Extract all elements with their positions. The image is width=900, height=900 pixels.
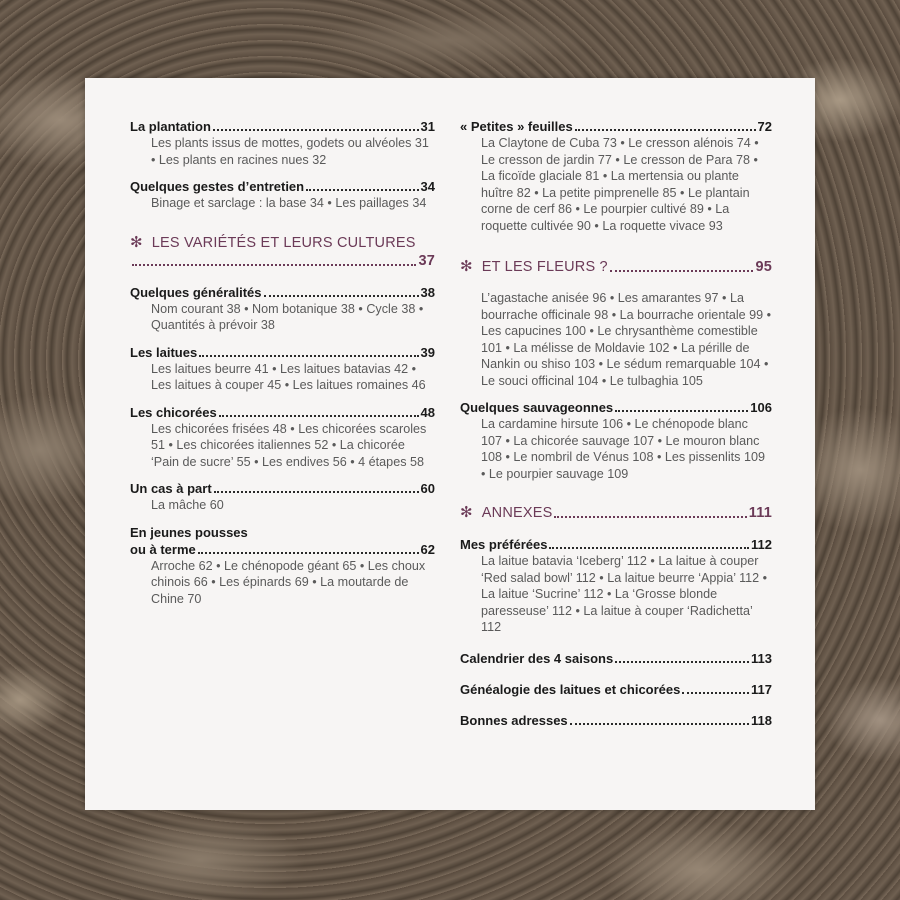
- toc-heading: [460, 118, 772, 135]
- leader-dots: [132, 264, 416, 266]
- leader-dots: [615, 410, 748, 412]
- toc-sub-entries: La Claytone de Cuba 73 • Le cresson alénois 74 • Le cresson de jardin 77 • Le cresson de Para 78 • La ficoïde glaciale 81 • La mertensia ou plante huître 82 • La petite pimprenelle 85 • Le plantain corne de cerf 86 • Le pourpier cultivé 89 • La roquette cultivée 90 • La roquette vivace 93: [481, 136, 759, 233]
- leader-dots: [198, 552, 419, 554]
- toc-heading: [460, 712, 772, 729]
- leader-dots: [549, 547, 749, 549]
- toc-page-number: 38: [420, 284, 435, 300]
- toc-page-number: 31: [420, 119, 435, 134]
- toc-page-number: 48: [420, 404, 435, 420]
- toc-sub-entries: Arroche 62 • Le chénopode géant 65 • Les choux chinois 66 • Les épinards 69 • La moutarde de Chine 70: [151, 558, 426, 606]
- toc-left-column: [130, 118, 435, 617]
- toc-heading-title: Quelques gestes d’entretien: [130, 179, 305, 194]
- toc-page-number: 118: [751, 712, 772, 728]
- toc-right-column: [460, 118, 772, 739]
- toc-heading-title: Généalogie des laitues et chicorées: [460, 681, 681, 697]
- toc-section-varietes: [130, 234, 435, 270]
- toc-sub-entries: La laitue batavia ‘Iceberg’ 112 • La laitue à couper ‘Red salad bowl’ 112 • La laitue beurre ‘Appia’ 112 • La laitue ‘Sucrine’ 112 • La ‘Grosse blonde paresseuse’ 112 • La laitue à couper ‘Radichetta’ 112: [481, 554, 768, 634]
- toc-page-number: 117: [751, 681, 772, 697]
- toc-heading-title-line2: ou à terme: [130, 541, 196, 557]
- leader-dots: [554, 516, 746, 518]
- toc-heading: [130, 178, 435, 195]
- asterisk-icon: ✻: [460, 504, 473, 521]
- toc-sub-entries: Les chicorées frisées 48 • Les chicorées scaroles 51 • Les chicorées italiennes 52 • La chicorée ‘Pain de sucre’ 55 • Les endives 56 • 4 étapes 58: [151, 421, 427, 469]
- toc-heading: [460, 399, 772, 416]
- toc-heading-title: La plantation: [130, 119, 211, 134]
- leader-dots: [264, 295, 419, 297]
- toc-page-number: 62: [420, 541, 435, 557]
- toc-entry-entretien: [130, 178, 435, 212]
- toc-page-number: 113: [751, 650, 772, 666]
- toc-heading-title: Les chicorées: [130, 404, 217, 420]
- section-page-number: 111: [748, 505, 772, 521]
- toc-page-number: 72: [757, 119, 772, 134]
- section-title: ANNEXES: [481, 505, 553, 521]
- toc-sub-entries: La cardamine hirsute 106 • Le chénopode blanc 107 • La chicorée sauvage 107 • Le mouron blanc 108 • Le nombril de Vénus 108 • Les pissenlits 109 • Le pourpier sauvage 109: [481, 417, 765, 481]
- leader-dots: [682, 692, 749, 694]
- leader-dots: [219, 415, 419, 417]
- toc-heading-title: Les laitues: [130, 344, 198, 360]
- leader-dots: [213, 129, 419, 131]
- section-page-row: [130, 252, 435, 270]
- toc-entry-petites-feuilles: [460, 118, 772, 234]
- toc-page-number: 39: [420, 344, 435, 360]
- toc-heading: [460, 681, 772, 698]
- toc-heading-title: « Petites » feuilles: [460, 119, 573, 134]
- toc-heading-line2: [130, 541, 435, 558]
- toc-entry-genealogie: [460, 681, 772, 698]
- leader-dots: [610, 270, 754, 272]
- toc-heading: [130, 404, 435, 421]
- toc-entry-laitues: [130, 344, 435, 394]
- toc-page-number: 34: [420, 179, 435, 194]
- toc-entry-jeunes-pousses: [130, 524, 435, 608]
- section-page-number: 95: [755, 259, 772, 275]
- toc-heading: [130, 480, 435, 497]
- toc-entry-preferees: [460, 536, 772, 636]
- section-title-row: [460, 258, 772, 276]
- toc-sub-entries: Nom courant 38 • Nom botanique 38 • Cycle 38 • Quantités à prévoir 38: [151, 301, 424, 332]
- leader-dots: [214, 491, 419, 493]
- asterisk-icon: ✻: [460, 258, 473, 275]
- toc-section-annexes: [460, 504, 772, 522]
- toc-heading-title: Bonnes adresses: [460, 712, 568, 728]
- section-title: ET LES FLEURS ?: [481, 259, 608, 275]
- toc-heading-title: Mes préférées: [460, 537, 548, 552]
- section-title: LES VARIÉTÉS ET LEURS CULTURES: [151, 234, 416, 251]
- toc-heading: [460, 536, 772, 553]
- leader-dots: [570, 723, 749, 725]
- toc-heading-title: Quelques généralités: [130, 284, 262, 300]
- toc-page-number: 106: [750, 400, 772, 415]
- toc-page-number: 60: [420, 481, 435, 496]
- toc-sub-entries: Binage et sarclage : la base 34 • Les paillages 34: [151, 196, 427, 210]
- toc-heading: [460, 650, 772, 667]
- toc-heading: [130, 118, 435, 135]
- toc-sub-entries: Les laitues beurre 41 • Les laitues batavias 42 • Les laitues à couper 45 • Les laitues romaines 46: [151, 361, 426, 392]
- toc-page-number: 112: [751, 537, 772, 552]
- toc-entry-cas-a-part: [130, 480, 435, 514]
- toc-heading: [130, 284, 435, 301]
- asterisk-icon: ✻: [130, 233, 143, 251]
- toc-heading-title: Calendrier des 4 saisons: [460, 650, 614, 666]
- toc-heading-title-line1: En jeunes pousses: [130, 524, 248, 540]
- section-title-row: [130, 234, 435, 252]
- toc-heading: [130, 524, 435, 558]
- toc-section-fleurs: [460, 258, 772, 276]
- toc-entry-calendrier: [460, 650, 772, 667]
- toc-page: [85, 78, 815, 810]
- toc-heading: [130, 344, 435, 361]
- leader-dots: [199, 355, 418, 357]
- section-page-number: 37: [418, 252, 435, 269]
- section-title-row: [460, 504, 772, 522]
- leader-dots: [615, 661, 749, 663]
- toc-entry-sauvageonnes: [460, 399, 772, 482]
- leader-dots: [306, 189, 418, 191]
- toc-entry-fleurs: [460, 290, 772, 389]
- toc-heading-title: Quelques sauvageonnes: [460, 400, 614, 415]
- toc-entry-chicorees: [130, 404, 435, 471]
- toc-heading-title: Un cas à part: [130, 481, 212, 496]
- toc-entry-plantation: [130, 118, 435, 168]
- toc-sub-entries: L’agastache anisée 96 • Les amarantes 97 • La bourrache officinale 98 • La bourrache orientale 99 • Les capucines 100 • Le chrysanthème comestible 101 • La mélisse de Moldavie 102 • La pérille de Nankin ou shiso 103 • Le sédum remarquable 104 • Le souci officinal 104 • Le tulbaghia 105: [481, 291, 772, 388]
- leader-dots: [575, 129, 756, 131]
- toc-entry-adresses: [460, 712, 772, 729]
- toc-sub-entries: Les plants issus de mottes, godets ou alvéoles 31 • Les plants en racines nues 32: [151, 136, 429, 167]
- toc-entry-generalites: [130, 284, 435, 334]
- toc-sub-entries: La mâche 60: [151, 498, 224, 512]
